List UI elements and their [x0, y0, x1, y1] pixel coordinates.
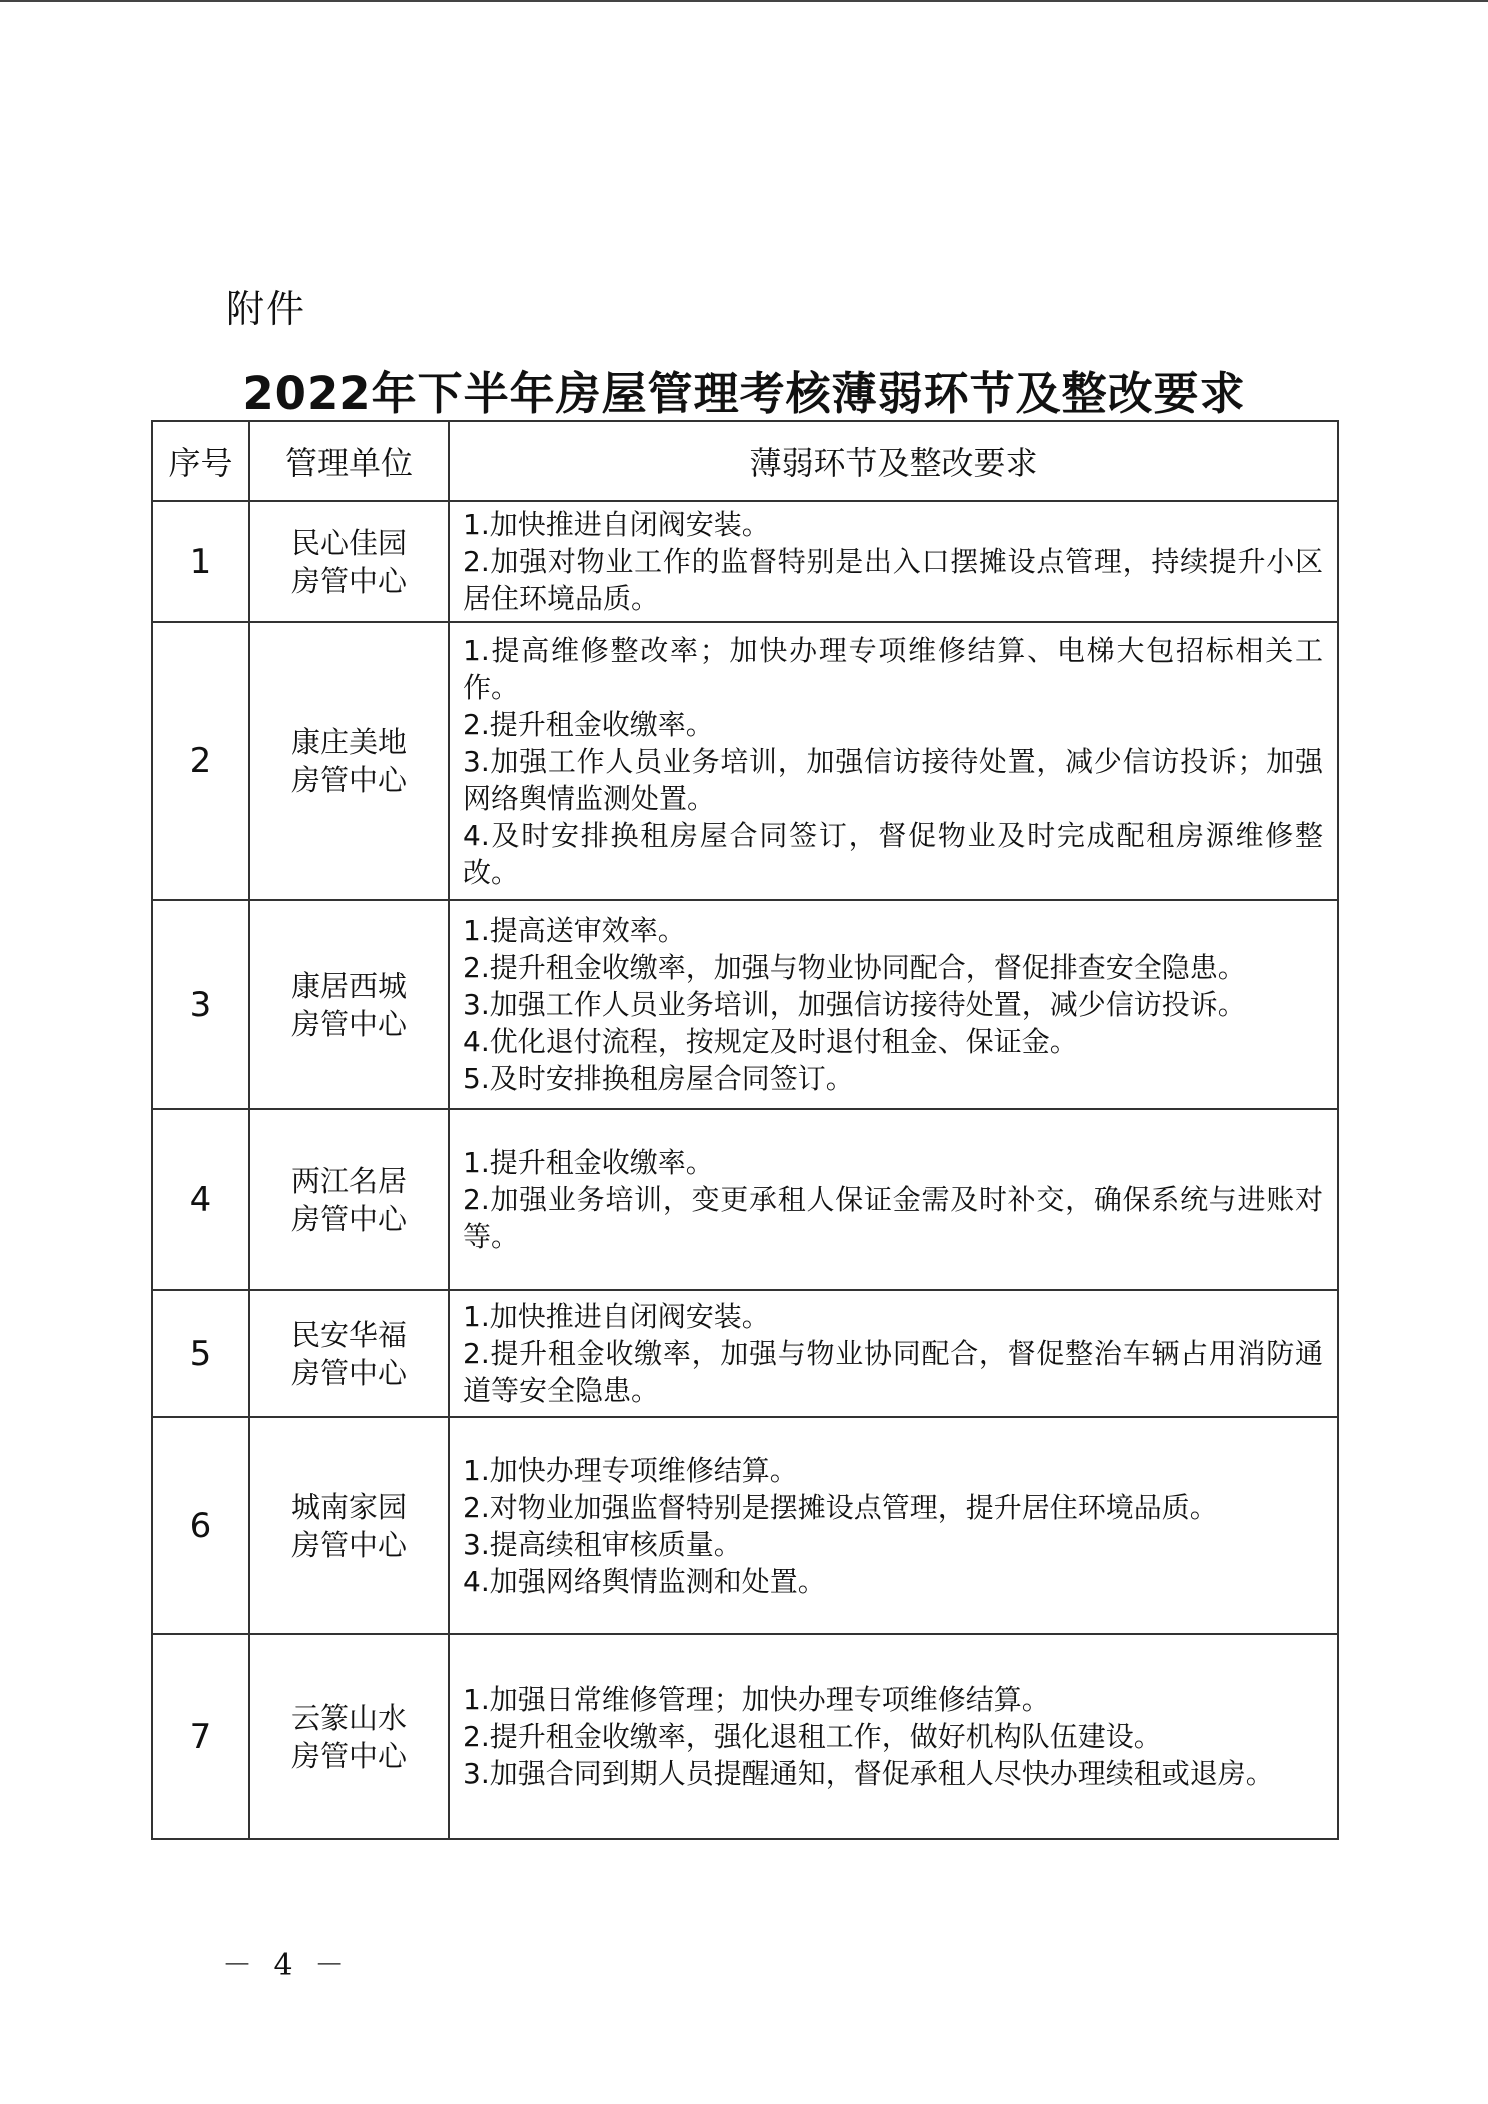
row-seq: 4: [152, 1109, 249, 1290]
requirement-item: 2.提升租金收缴率，加强与物业协同配合，督促排查安全隐患。: [463, 951, 1246, 984]
requirement-item: 1.提升租金收缴率。: [463, 1146, 714, 1179]
requirement-item: 1.加快推进自闭阀安装。: [463, 508, 770, 541]
row-unit: [249, 900, 449, 1109]
row-seq: 5: [152, 1290, 249, 1417]
requirement-item: 2.提升租金收缴率，强化退租工作，做好机构队伍建设。: [463, 1720, 1162, 1753]
row-unit: [249, 1109, 449, 1290]
unit-name-line: 云篆山水: [290, 1700, 407, 1735]
requirement-item: 2.对物业加强监督特别是摆摊设点管理，提升居住环境品质。: [463, 1490, 1218, 1524]
requirements-table: [151, 420, 1339, 1840]
row-requirements: [449, 1634, 1338, 1839]
unit-name-line: 康居西城: [290, 968, 407, 1003]
unit-name-line: 民安华福: [290, 1317, 407, 1352]
table-row: [152, 501, 1338, 622]
header-requirements: 薄弱环节及整改要求: [449, 421, 1338, 501]
requirement-item: 1.提高维修整改率；加快办理专项维修结算、电梯大包招标相关工作。: [463, 633, 1323, 704]
table-row: [152, 1109, 1338, 1290]
attachment-label: 附件: [226, 287, 307, 331]
page-number: － 4 －: [222, 1948, 351, 1983]
table-row: [152, 900, 1338, 1109]
unit-name-line: 康庄美地: [290, 725, 407, 759]
row-seq: 1: [152, 501, 249, 622]
requirement-item: 2.加强业务培训，变更承租人保证金需及时补交，确保系统与进账对等。: [463, 1183, 1323, 1253]
table-row: [152, 622, 1338, 900]
unit-name-line: 房管中心: [290, 763, 407, 797]
requirement-item: 1.加快办理专项维修结算。: [463, 1453, 798, 1487]
row-seq: 2: [152, 622, 249, 900]
unit-name-line: 房管中心: [290, 1355, 407, 1390]
row-seq: 6: [152, 1417, 249, 1634]
table-row: [152, 1290, 1338, 1417]
requirement-item: 2.提升租金收缴率，加强与物业协同配合，督促整治车辆占用消防通道等安全隐患。: [463, 1337, 1323, 1407]
requirement-item: 4.加强网络舆情监测和处置。: [463, 1564, 826, 1598]
header-seq: 序号: [152, 421, 249, 501]
unit-name-line: 房管中心: [290, 1527, 407, 1562]
unit-name-line: 两江名居: [290, 1163, 407, 1198]
row-unit: [249, 1290, 449, 1417]
row-seq: 7: [152, 1634, 249, 1839]
requirement-item: 2.加强对物业工作的监督特别是出入口摆摊设点管理，持续提升小区居住环境品质。: [463, 545, 1323, 615]
row-requirements: [449, 1417, 1338, 1634]
requirement-item: 3.加强工作人员业务培训，加强信访接待处置，减少信访投诉。: [463, 988, 1246, 1021]
table-row: [152, 1417, 1338, 1634]
requirement-item: 3.加强合同到期人员提醒通知，督促承租人尽快办理续租或退房。: [463, 1757, 1274, 1790]
page-top-border: [0, 0, 1488, 2]
row-requirements: [449, 1290, 1338, 1417]
requirement-item: 1.加快推进自闭阀安装。: [463, 1300, 770, 1333]
row-unit: [249, 622, 449, 900]
unit-name-line: 房管中心: [290, 1006, 407, 1041]
requirement-item: 4.及时安排换租房屋合同签订，督促物业及时完成配租房源维修整改。: [463, 818, 1323, 889]
document-title: 2022年下半年房屋管理考核薄弱环节及整改要求: [242, 367, 1246, 420]
table-header-row: [152, 421, 1338, 501]
requirement-item: 3.提高续租审核质量。: [463, 1527, 742, 1561]
row-requirements: [449, 501, 1338, 622]
row-requirements: [449, 622, 1338, 900]
row-unit: [249, 1417, 449, 1634]
requirement-item: 3.加强工作人员业务培训，加强信访接待处置，减少信访投诉；加强网络舆情监测处置。: [463, 744, 1323, 815]
requirement-item: 4.优化退付流程，按规定及时退付租金、保证金。: [463, 1025, 1078, 1058]
row-requirements: [449, 900, 1338, 1109]
header-unit: 管理单位: [249, 421, 449, 501]
requirement-item: 2.提升租金收缴率。: [463, 707, 714, 741]
table-row: [152, 1634, 1338, 1839]
unit-name-line: 房管中心: [290, 1738, 407, 1773]
requirement-item: 1.提高送审效率。: [463, 914, 686, 947]
requirement-item: 5.及时安排换租房屋合同签订。: [463, 1062, 854, 1095]
unit-name-line: 城南家园: [290, 1489, 407, 1524]
row-requirements: [449, 1109, 1338, 1290]
unit-name-line: 民心佳园: [290, 525, 407, 560]
requirement-item: 1.加强日常维修管理；加快办理专项维修结算。: [463, 1683, 1050, 1716]
row-unit: [249, 501, 449, 622]
unit-name-line: 房管中心: [290, 563, 407, 598]
unit-name-line: 房管中心: [290, 1201, 407, 1236]
row-seq: 3: [152, 900, 249, 1109]
row-unit: [249, 1634, 449, 1839]
